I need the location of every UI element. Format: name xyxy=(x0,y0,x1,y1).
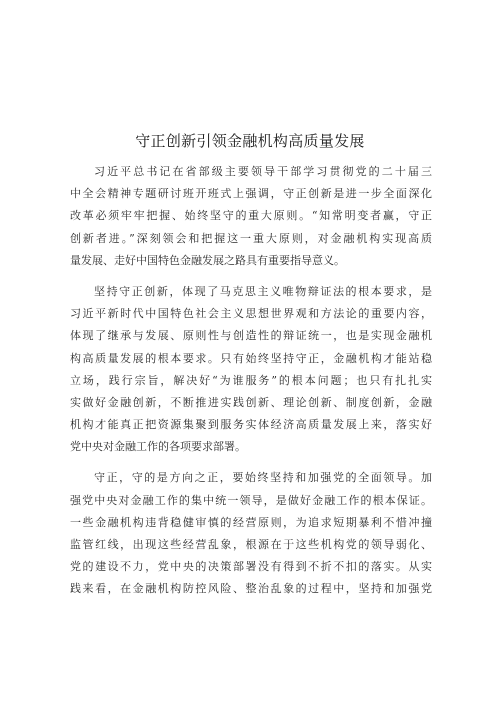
paragraph-line: 监管红线，出现这些经营乱象，根源在于这些机构党的领导弱化、 xyxy=(70,538,432,551)
paragraph-3 xyxy=(70,467,432,600)
paragraph-1 xyxy=(70,161,432,272)
paragraph-line: 践来看，在金融机构防控风险、整治乱象的过程中，坚持和加强党 xyxy=(70,582,432,596)
paragraph-line: 习近平新时代中国特色社会主义思想世界观和方法论的重要内容， xyxy=(70,307,432,321)
paragraph-line: 中全会精神专题研讨班开班式上强调，守正创新是进一步全面深化 xyxy=(70,187,432,201)
paragraph-line: 坚持守正创新，体现了马克思主义唯物辩证法的根本要求，是 xyxy=(94,284,432,298)
paragraph-line: 改革必须牢牢把握、始终坚守的重大原则。“知常明变者赢，守正 xyxy=(70,209,432,223)
paragraph-line: 习近平总书记在省部级主要领导干部学习贯彻党的二十届三 xyxy=(94,165,432,178)
paragraph-line: 量发展、走好中国特色金融发展之路具有重要指导意义。 xyxy=(70,253,345,267)
paragraph-line: 党中央对金融工作的各项要求部署。 xyxy=(70,440,246,454)
paragraph-line: 机构才能真正把资源集聚到服务实体经济高质量发展上来，落实好 xyxy=(70,418,432,432)
paragraph-line: 创新者进。”深刻领会和把握这一重大原则，对金融机构实现高质 xyxy=(70,231,432,245)
paragraph-line: 党的建设不力，党中央的决策部署没有得到不折不扣的落实。从实 xyxy=(70,560,432,574)
paragraph-line: 立场，践行宗旨，解决好“为谁服务”的根本问题；也只有扎扎实 xyxy=(70,373,432,387)
paragraph-line: 构高质量发展的根本要求。只有始终坚持守正，金融机构才能站稳 xyxy=(70,351,432,365)
paragraph-line: 守正，守的是方向之正，要始终坚持和加强党的全面领导。加 xyxy=(94,471,432,485)
document-title: 守正创新引领金融机构高质量发展 xyxy=(135,132,365,150)
paragraph-line: 强党中央对金融工作的集中统一领导，是做好金融工作的根本保证。 xyxy=(70,493,432,507)
paragraph-2 xyxy=(70,281,432,459)
document-body xyxy=(70,161,432,610)
paragraph-line: 体现了继承与发展、原则性与创造性的辩证统一，也是实现金融机 xyxy=(70,329,432,343)
paragraph-line: 实做好金融创新，不断推进实践创新、理论创新、制度创新，金融 xyxy=(70,395,432,409)
paragraph-line: 一些金融机构违背稳健审慎的经营原则，为追求短期暴利不惜冲撞 xyxy=(70,515,432,529)
